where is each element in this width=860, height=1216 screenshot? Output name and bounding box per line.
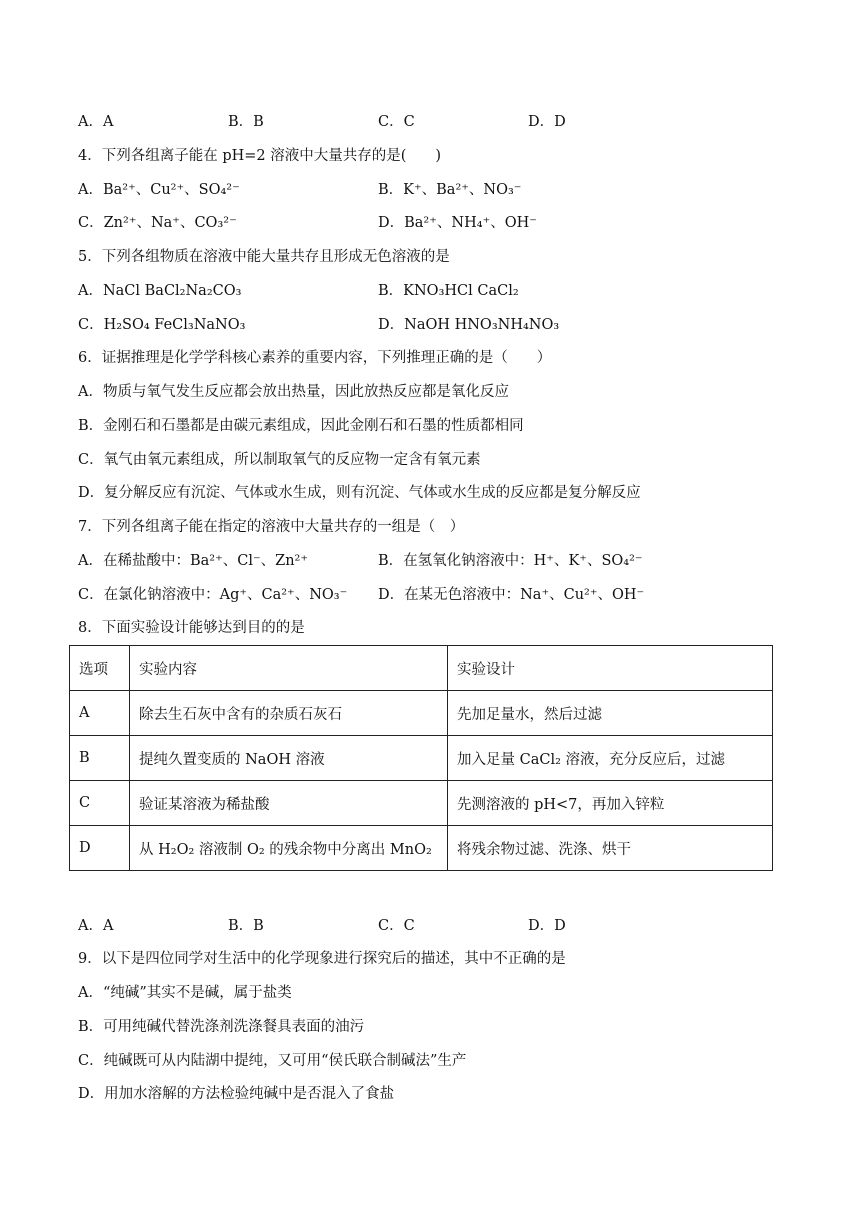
q8-option-a: A．A (78, 918, 114, 934)
q5-option-d: D．NaOH HNO₃NH₄NO₃ (378, 317, 560, 333)
q6-option-b: B．金刚石和石墨都是由碳元素组成，因此金刚石和石墨的性质都相同 (78, 418, 524, 434)
table-cell: 先加足量水，然后过滤 (448, 691, 773, 736)
table-cell: 验证某溶液为稀盐酸 (130, 781, 448, 826)
q4-stem: 4．下列各组离子能在 pH=2 溶液中大量共存的是( ) (78, 148, 442, 164)
q9-option-b: B．可用纯碱代替洗涤剂洗涤餐具表面的油污 (78, 1019, 365, 1035)
q6-option-a: A．物质与氧气发生反应都会放出热量，因此放热反应都是氧化反应 (78, 384, 509, 400)
q9-stem: 9．以下是四位同学对生活中的化学现象进行探究后的描述，其中不正确的是 (78, 951, 566, 967)
q4-option-b: B．K⁺、Ba²⁺、NO₃⁻ (378, 182, 522, 198)
q4-option-d: D．Ba²⁺、NH₄⁺、OH⁻ (378, 215, 537, 231)
q4-option-c: C．Zn²⁺、Na⁺、CO₃²⁻ (78, 215, 237, 231)
q5-stem: 5．下列各组物质在溶液中能大量共存且形成无色溶液的是 (78, 249, 450, 265)
table-cell: D (70, 826, 130, 871)
q9-option-c: C．纯碱既可从内陆湖中提纯，又可用“侯氏联合制碱法”生产 (78, 1053, 467, 1069)
table-header-cell: 选项 (70, 646, 130, 691)
table-row (70, 781, 773, 826)
q5-option-b: B．KNO₃HCl CaCl₂ (378, 283, 519, 299)
q5-option-a: A．NaCl BaCl₂Na₂CO₃ (78, 283, 242, 299)
q3-option-c: C．C (378, 114, 415, 130)
table-cell: 先测溶液的 pH<7，再加入锌粒 (448, 781, 773, 826)
q6-option-d: D．复分解反应有沉淀、气体或水生成，则有沉淀、气体或水生成的反应都是复分解反应 (78, 485, 641, 501)
q8-option-b: B．B (228, 918, 264, 934)
q8-option-d: D．D (528, 918, 566, 934)
table-row (70, 826, 773, 871)
q8-option-c: C．C (378, 918, 415, 934)
table-header-row (70, 646, 773, 691)
q7-option-a: A．在稀盐酸中：Ba²⁺、Cl⁻、Zn²⁺ (78, 553, 309, 569)
q3-option-a: A．A (78, 114, 114, 130)
q9-option-a: A．“纯碱”其实不是碱，属于盐类 (78, 985, 292, 1001)
table-cell: 从 H₂O₂ 溶液制 O₂ 的残余物中分离出 MnO₂ (130, 826, 448, 871)
table-cell: A (70, 691, 130, 736)
table-cell: C (70, 781, 130, 826)
q9-option-d: D．用加水溶解的方法检验纯碱中是否混入了食盐 (78, 1086, 395, 1102)
table-header-cell: 实验内容 (130, 646, 448, 691)
experiment-table (69, 645, 773, 871)
table-header-cell: 实验设计 (448, 646, 773, 691)
q7-option-c: C．在氯化钠溶液中：Ag⁺、Ca²⁺、NO₃⁻ (78, 587, 348, 603)
q7-option-b: B．在氢氧化钠溶液中：H⁺、K⁺、SO₄²⁻ (378, 553, 643, 569)
q8-stem: 8．下面实验设计能够达到目的的是 (78, 620, 305, 636)
table-row (70, 736, 773, 781)
table-cell: 除去生石灰中含有的杂质石灰石 (130, 691, 448, 736)
table-cell: 加入足量 CaCl₂ 溶液，充分反应后，过滤 (448, 736, 773, 781)
table-cell: 提纯久置变质的 NaOH 溶液 (130, 736, 448, 781)
table-row (70, 691, 773, 736)
q3-option-d: D．D (528, 114, 566, 130)
q7-option-d: D．在某无色溶液中：Na⁺、Cu²⁺、OH⁻ (378, 587, 645, 603)
table-cell: 将残余物过滤、洗涤、烘干 (448, 826, 773, 871)
table-cell: B (70, 736, 130, 781)
q5-option-c: C．H₂SO₄ FeCl₃NaNO₃ (78, 317, 246, 333)
q3-option-b: B．B (228, 114, 264, 130)
q6-option-c: C．氧气由氧元素组成，所以制取氧气的反应物一定含有氧元素 (78, 452, 481, 468)
q6-stem: 6．证据推理是化学学科核心素养的重要内容，下列推理正确的是（ ） (78, 350, 552, 366)
q7-stem: 7．下列各组离子能在指定的溶液中大量共存的一组是（ ） (78, 519, 465, 535)
q4-option-a: A．Ba²⁺、Cu²⁺、SO₄²⁻ (78, 182, 240, 198)
